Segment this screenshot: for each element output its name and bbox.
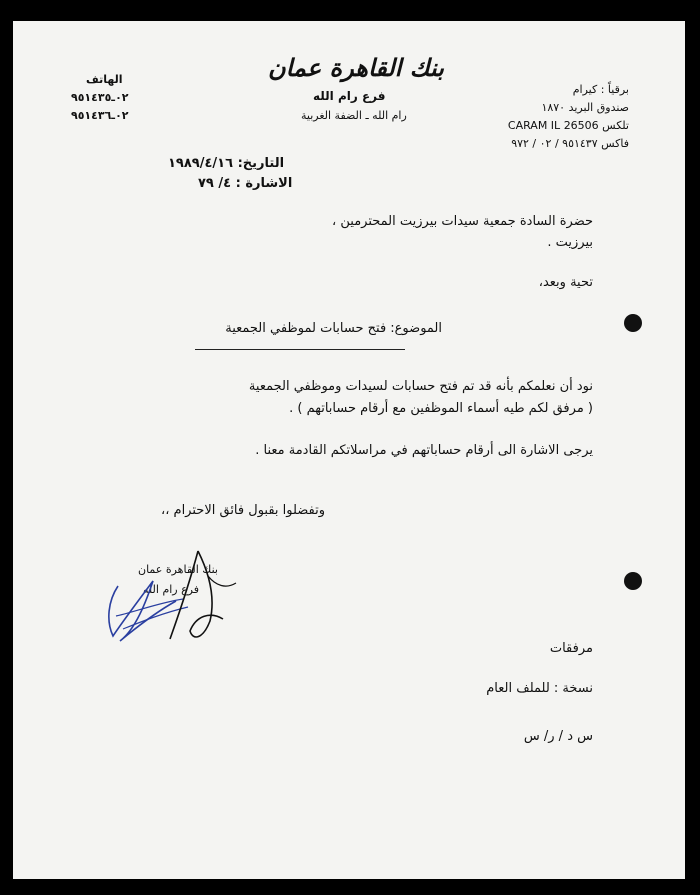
fax-number: فاكس ٩٥١٤٣٧ / ٠٢ / ٩٧٢ bbox=[511, 137, 629, 150]
attachments-label: مرفقات bbox=[549, 641, 593, 656]
punch-hole-top bbox=[624, 314, 642, 332]
body-paragraph-1-line-1: نود أن نعلمكم بأنه قد تم فتح حسابات لسيدات وموظفي الجمعية bbox=[248, 379, 593, 394]
letter-date: التاريخ: ١٩٨٩/٤/١٦ bbox=[168, 156, 285, 171]
po-box: صندوق البريد ١٨٧٠ bbox=[541, 101, 629, 114]
branch-location: رام الله ـ الضفة الغربية bbox=[301, 109, 407, 122]
telegram-address: برقياً : كيرام bbox=[572, 83, 629, 96]
phone-number-2: ٠٢ـ٩٥١٤٣٦ bbox=[71, 109, 129, 122]
letter-page bbox=[13, 21, 685, 879]
letter-reference: الاشارة : ٤/ ٧٩ bbox=[198, 176, 293, 191]
signature bbox=[98, 541, 238, 651]
addressee-line-2: بيرزيت . bbox=[547, 235, 593, 250]
closing-line: وتفضلوا بقبول فائق الاحترام ،، bbox=[161, 503, 326, 518]
branch-name: فرع رام الله bbox=[313, 89, 386, 103]
copy-to-line: نسخة : للملف العام bbox=[486, 681, 593, 696]
phone-number-1: ٠٢ـ٩٥١٤٣٥ bbox=[71, 91, 129, 104]
punch-hole-bottom bbox=[624, 572, 642, 590]
bank-name: بنك القاهرة عمان bbox=[268, 53, 444, 82]
telex-number: تلكس 26506 CARAM IL bbox=[507, 119, 629, 132]
stamp-line-1: بنك القاهرة عمان bbox=[138, 563, 218, 576]
body-paragraph-1-line-2: ( مرفق لكم طيه أسماء الموظفين مع أرقام حساباتهم ) . bbox=[289, 401, 593, 416]
greeting: تحية وبعد، bbox=[538, 275, 593, 290]
addressee-line-1: حضرة السادة جمعية سيدات بيرزيت المحترمين ، bbox=[332, 214, 593, 229]
subject-underline bbox=[195, 349, 405, 350]
subject-line: الموضوع: فتح حسابات لموظفي الجمعية bbox=[225, 321, 442, 336]
phone-label: الهاتف bbox=[86, 73, 123, 86]
stamp-line-2: فرع رام الله bbox=[143, 583, 200, 596]
body-paragraph-2: يرجى الاشارة الى أرقام حساباتهم في مراسلاتكم القادمة معنا . bbox=[255, 443, 593, 458]
initials-line: س د / ر/ س bbox=[523, 729, 593, 744]
